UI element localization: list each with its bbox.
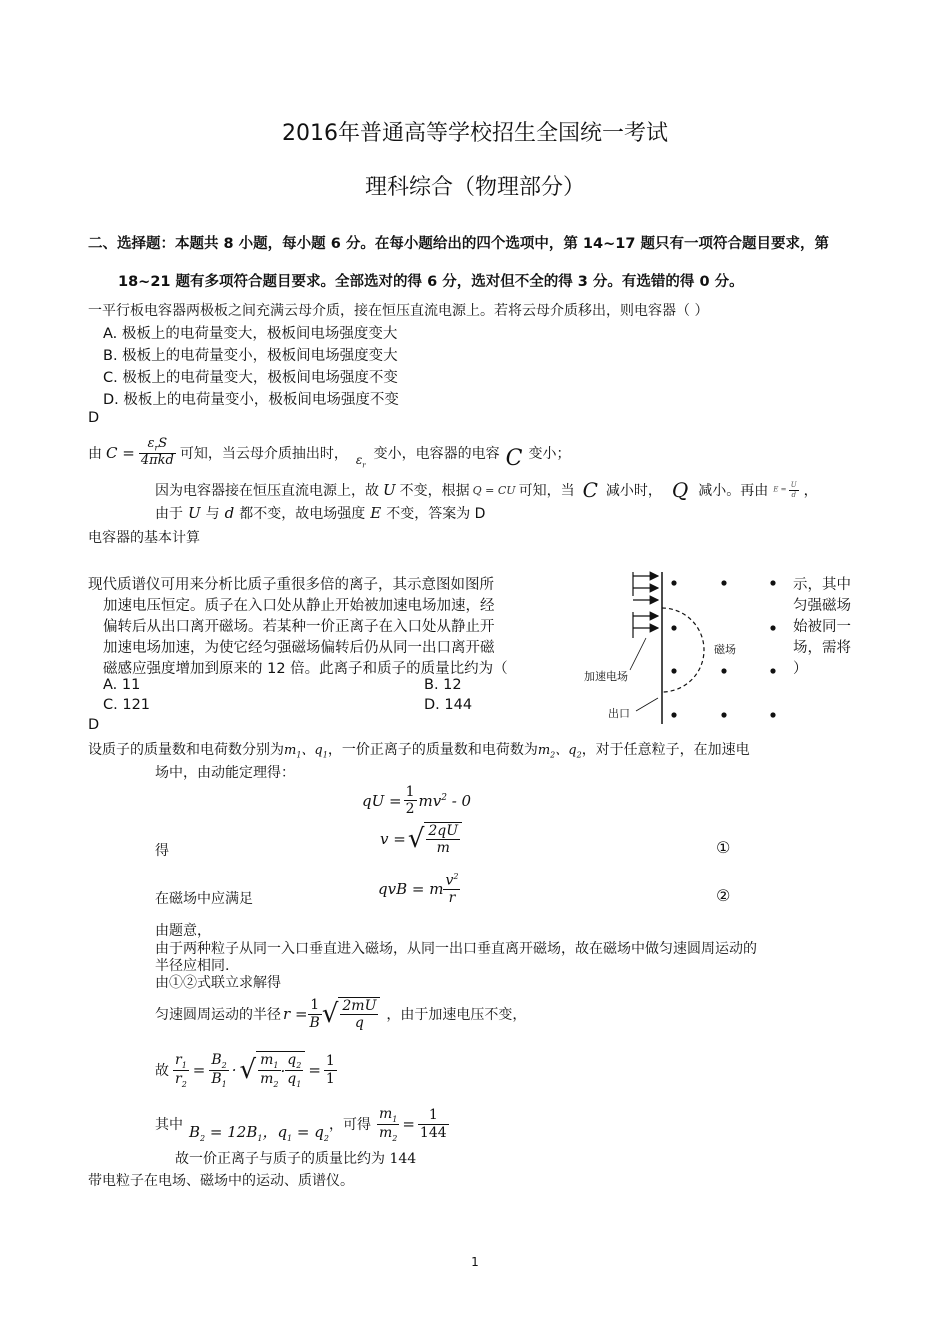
q2-option-d: D. 144 [424, 697, 473, 713]
q2-stem-right5: ） [793, 661, 808, 677]
formula-text: = [192, 1061, 206, 1079]
q2-by-question: 由题意， [155, 923, 211, 939]
formula-text: $mv^2 - 0$ [418, 791, 472, 810]
section-instructions-line2: 18~21 题有多项符合题目要求。全部选对的得 6 分，选对但不全的得 3 分。有选错的得 0 分。 [118, 274, 744, 290]
field-dot [770, 712, 775, 717]
field-dot [721, 580, 726, 585]
q1-exp-text: 变小； [528, 446, 571, 462]
formula-capacitance-fraction: $\frac{\varepsilon_rS}{\text{4πkd}}$ [140, 436, 174, 468]
fraction-v2-r: $\frac{v^2}{r}$ [445, 872, 459, 906]
fraction-q2-q1: $\frac{q_2}{q_1}$ [287, 1052, 302, 1089]
field-dot [671, 625, 676, 630]
q1-exp-text: 由于 [155, 506, 183, 522]
q2-exp-text: ，一价正离子的质量数和电荷数为 [327, 742, 538, 759]
q2-exp-text: 匀速圆周运动的半径 [155, 1007, 281, 1023]
fraction-1-B: $\frac{1}{B}$ [309, 997, 320, 1031]
fraction-m1-m2-result: $\frac{m_1}{m_2}$ [378, 1105, 398, 1143]
q1-explanation-line2 [155, 478, 818, 502]
formula-text: v = [380, 830, 406, 849]
formula-text: = [402, 1115, 415, 1133]
q2-exp-text: 设质子的质量数和电荷数分别为 [88, 742, 284, 759]
fraction-half: $\frac{1}{2}$ [405, 784, 415, 818]
q2-conclusion: 故一价正离子与质子的质量比约为 144 [175, 1151, 417, 1167]
q1-option-c: C. 极板上的电荷量变大，极板间电场强度不变 [103, 370, 398, 386]
q2-stem-line3: 偏转后从出口离开磁场。若某种一价正离子在入口处从静止开 [103, 619, 495, 635]
q2-stem-right2: 匀强磁场 [793, 598, 851, 614]
page-subtitle: 理科综合（物理部分） [364, 175, 585, 200]
q1-option-a: A. 极板上的电荷量变大，极板间电场强度变大 [103, 326, 398, 342]
formula-B2-12B1: $B_2 = 12B_1$，$q_1 = q_2$ [189, 1123, 329, 1143]
q1-option-b: B. 极板上的电荷量变小，极板间电场强度变大 [103, 348, 398, 364]
q1-exp-text: 减小。再由 [698, 483, 769, 499]
ion-trajectory [662, 608, 704, 692]
q2-reason-line2: 半径应相同. [155, 958, 230, 974]
formula-velocity [380, 822, 462, 856]
q2-stem-line5: 磁感应强度增加到原来的 12 倍。此离子和质子的质量比约为（ [103, 661, 508, 677]
q2-exp-text: ，由于加速电压不变， [386, 1007, 527, 1023]
label-magnetic-field: 磁场 [714, 643, 736, 656]
q2-option-b: B. 12 [424, 677, 462, 693]
q1-exp-text: 因为电容器接在恒压直流电源上，故 [155, 483, 379, 499]
field-dot [770, 580, 775, 585]
q2-radius-line [155, 992, 526, 1036]
q2-combine: 由①②式联立求解得 [155, 975, 281, 991]
q2-ratio-line [155, 1048, 337, 1092]
formula-lorentz [378, 872, 460, 906]
q2-get-label: 得 [155, 843, 169, 859]
fraction-r1-r2: $\frac{r_1}{r_2}$ [175, 1051, 187, 1089]
symbol-capacitance: C [582, 478, 598, 502]
formula-text: · [280, 1061, 286, 1080]
symbol-capacitance: C [505, 445, 523, 471]
symbol-m2-q2: $m_2$、$q_2$ [537, 743, 582, 760]
fraction-B2-B1: $\frac{B_2}{B_1}$ [211, 1051, 227, 1089]
sqrt-content [256, 1051, 305, 1089]
field-dot [770, 668, 775, 673]
formula-text: r = [283, 1005, 308, 1023]
fraction-2mU-q: $\frac{2mU}{q}$ [338, 997, 380, 1031]
q2-reason-line1: 由于两种粒子从同一入口垂直进入磁场，从同一出口垂直离开磁场，故在磁场中做匀速圆周运动的 [155, 941, 757, 957]
page-title: 2016年普通高等学校招生全国统一考试 [282, 121, 668, 146]
symbol-voltage: U [188, 504, 201, 522]
q2-topic: 带电粒子在电场、磁场中的运动、质谱仪。 [88, 1173, 354, 1189]
q2-stem-line1: 现代质谱仪可用来分析比质子重很多倍的离子，其示意图如图所 [88, 577, 494, 593]
q1-topic: 电容器的基本计算 [88, 530, 200, 546]
comma-text: ， [803, 483, 818, 499]
formula-text: · [231, 1061, 237, 1079]
fraction-2qU-m: $\frac{2qU}{m}$ [424, 822, 462, 856]
label-accel-field: 加速电场 [584, 670, 628, 683]
q1-exp-text: 由 [88, 446, 102, 462]
q1-exp-text: 可知，当云母介质抽出时， [179, 446, 348, 462]
q1-exp-text: 不变，根据 [399, 483, 470, 499]
exit-label-leader [636, 698, 658, 711]
formula-capacitance: C = [106, 444, 135, 462]
q1-exp-text: 可知，当 [518, 483, 575, 499]
q2-stem-right1: 示，其中 [793, 577, 851, 593]
q1-exp-text: 不变，答案为 D [386, 506, 486, 522]
q2-answer: D [88, 717, 100, 733]
q1-exp-text: 都不变，故电场强度 [239, 506, 366, 522]
q2-option-a: A. 11 [103, 677, 141, 693]
symbol-epsilon-r: $\varepsilon_r$ [355, 452, 366, 470]
mass-spectrometer-figure [578, 566, 790, 728]
formula-field-strength: E = $\frac{U}{d}$ [773, 481, 797, 499]
field-dot [671, 668, 676, 673]
equation-mark-1: ① [716, 838, 731, 857]
q1-explanation-line1 [88, 433, 571, 473]
formula-text: qvB = m [378, 879, 444, 898]
q2-exp-text: ，对于任意粒子，在加速电 [581, 742, 750, 759]
field-dot [671, 712, 676, 717]
formula-kinetic-energy [362, 784, 471, 817]
symbol-m1-q1: $m_1$、$q_1$ [284, 743, 328, 760]
q2-option-c: C. 121 [103, 697, 151, 713]
fraction-m1-m2: $\frac{m_1}{m_2}$ [260, 1052, 279, 1089]
symbol-voltage: U [383, 481, 396, 499]
q1-explanation-line3 [155, 503, 485, 523]
sqrt-sign: √ [321, 999, 339, 1029]
sqrt-sign: √ [239, 1055, 257, 1085]
field-dot [770, 625, 775, 630]
section-instructions-line1: 二、选择题：本题共 8 小题，每小题 6 分。在每小题给出的四个选项中，第 14~17 题只有一项符合题目要求，第 [88, 236, 829, 252]
label-exit: 出口 [608, 707, 630, 720]
page-number: 1 [471, 1255, 479, 1269]
formula-text: qU = [362, 791, 402, 810]
q1-exp-text: 与 [205, 506, 220, 522]
fraction-1-1: $\frac{1}{1}$ [325, 1053, 335, 1087]
q2-stem-line2: 加速电压恒定。质子在入口处从静止开始被加速电场加速，经 [103, 598, 495, 614]
formula-charge: Q = CU [472, 483, 516, 497]
q1-exp-text: 变小，电容器的电容 [373, 446, 500, 462]
q1-answer: D [88, 410, 100, 426]
q1-option-d: D. 极板上的电荷量变小，极板间电场强度不变 [103, 392, 399, 408]
q2-stem-right4: 场，需将 [793, 640, 851, 656]
q2-explanation-intro [88, 739, 750, 760]
q2-stem-line4: 加速电场加速，为使它经匀强磁场偏转后仍从同一出口离开磁 [103, 640, 495, 656]
q1-stem: 一平行板电容器两极板之间充满云母介质，接在恒压直流电源上。若将云母介质移出，则电容器（ ） [88, 303, 709, 319]
q2-where-line [155, 1102, 449, 1146]
field-dot [671, 580, 676, 585]
q2-in-field-label: 在磁场中应满足 [155, 891, 253, 907]
q1-exp-text: 减小时， [605, 483, 662, 499]
q2-exp-text: 其中 [155, 1117, 183, 1133]
fraction-1-144: $\frac{1}{144}$ [419, 1107, 447, 1141]
accel-label-leader [630, 638, 646, 670]
field-dot [721, 712, 726, 717]
q2-stem-right3: 始被同一 [793, 619, 851, 635]
q2-exp-text: ，可得 [328, 1117, 371, 1133]
sqrt-sign: √ [407, 824, 425, 855]
formula-text: = [308, 1061, 321, 1079]
symbol-charge: Q [671, 478, 689, 502]
symbol-field: E [370, 504, 382, 522]
q2-explanation-intro-line2: 场中，由动能定理得： [155, 765, 295, 781]
field-dot [721, 668, 726, 673]
symbol-distance: d [224, 504, 235, 522]
equation-mark-2: ② [716, 886, 731, 905]
q2-exp-text: 故 [155, 1063, 169, 1079]
